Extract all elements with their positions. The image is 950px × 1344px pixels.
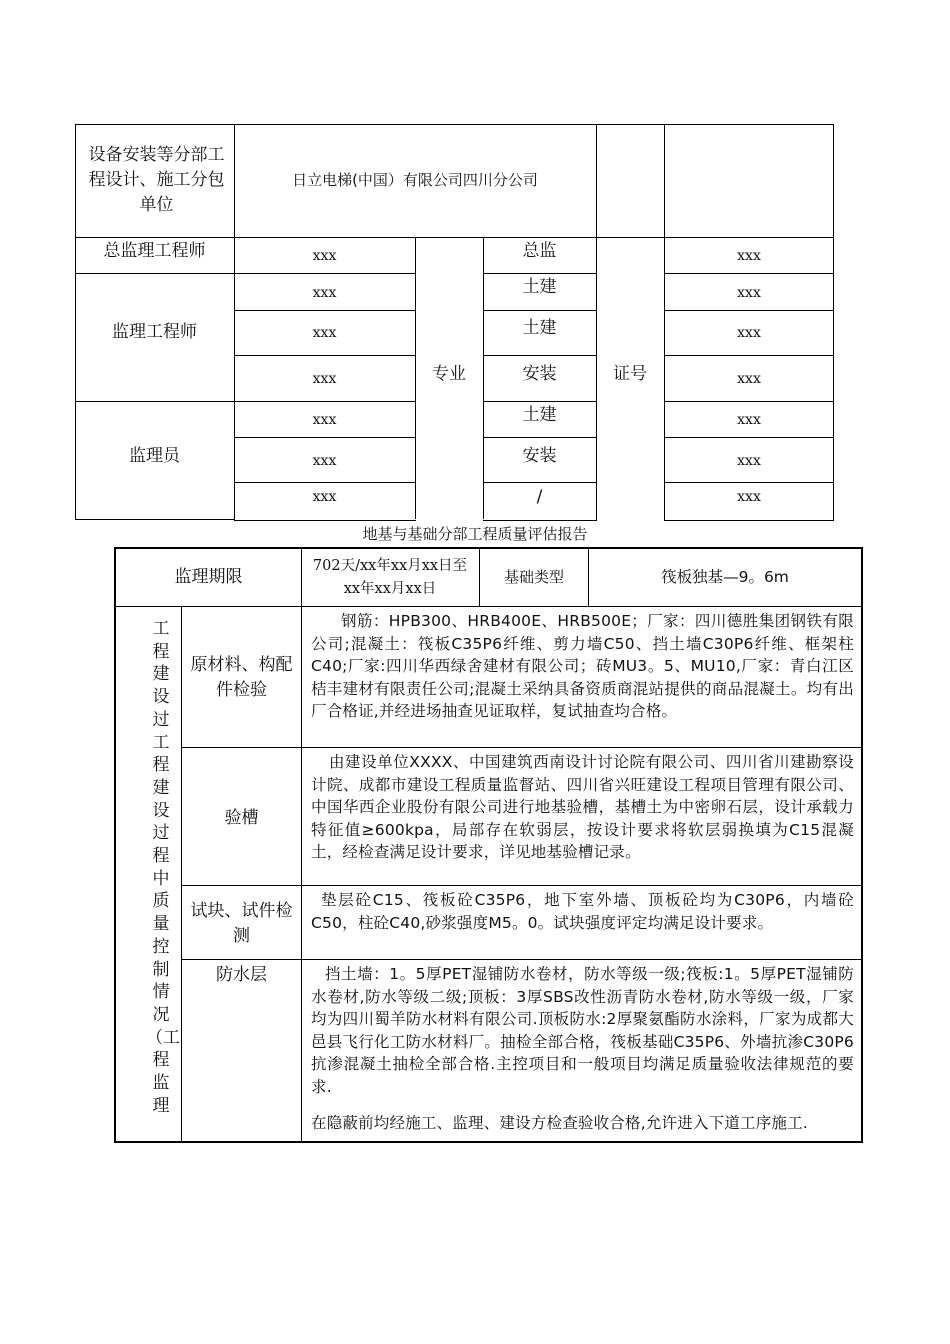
certificate-cell: xxx [737, 324, 761, 341]
specialty-cell: 安装 [522, 445, 557, 466]
name-cell: xxx [312, 247, 337, 264]
certificate-cell: xxx [737, 411, 761, 428]
design-unit-label: 设备安装等分部工程设计、施工分包单位 [88, 144, 225, 215]
name-cell: xxx [312, 452, 337, 469]
specialty-cell: 土建 [522, 276, 557, 297]
period-value: 702天/xx年xx月xx日至xx年xx月xx日 [312, 558, 468, 597]
supervising-engineer-label: 监理工程师 [112, 321, 197, 342]
chief-engineer-label: 总监理工程师 [103, 240, 206, 261]
specialty-cell: 安装 [522, 363, 557, 384]
trench-inspection-label: 验槽 [224, 807, 259, 828]
raw-materials-text: 钢筋：HPB300、HRB400E、HRB500E；厂家：四川德胜集团钢铁有限公司;混凝土：筏板C35P6纤维、剪力墙C50、挡土墙C30P6纤维、框架柱C40;厂家:四川华西绿舍建材有限公司；砖MU3。5、MU10,厂家：青白江区桔丰建材有限责任公司;混凝土采纳具备资质商混站提供的商品混凝土。均有出厂合格证,并经进场抽查见证取样，复试抽查均合格。 [311, 612, 854, 720]
certificate-cell: xxx [737, 284, 761, 301]
report-title: 地基与基础分部工程质量评估报告 [362, 524, 588, 543]
name-cell: xxx [312, 370, 337, 387]
certificate-cell: xxx [737, 452, 761, 469]
base-type-label: 基础类型 [503, 568, 564, 586]
waterproofing-note: 在隐蔽前均经施工、监理、建设方检查验收合格,允许进入下道工序施工. [311, 1114, 808, 1132]
supervisor-label: 监理员 [129, 445, 180, 466]
name-cell: xxx [312, 411, 337, 428]
name-cell: xxx [312, 324, 337, 341]
period-label: 监理期限 [174, 567, 243, 587]
specialty-label: 专业 [432, 363, 466, 384]
quality-control-side-label: 工程建设过工程建设过程中质量控制情况（工程监理 [146, 619, 180, 1116]
certificate-cell: xxx [737, 247, 761, 264]
name-cell: xxx [312, 488, 337, 505]
specimen-testing-label: 试块、试件检测 [190, 901, 293, 946]
certificate-cell: xxx [737, 370, 761, 387]
design-unit-value: 日立电梯(中国）有限公司四川分公司 [292, 171, 538, 189]
specialty-cell: 总监 [522, 240, 557, 261]
waterproofing-text: 挡土墙：1。5厚PET湿铺防水卷材，防水等级一级;筏板:1。5厚PET湿铺防水卷材,防水等级二级;顶板：3厚SBS改性沥青防水卷材,防水等级一级，厂家均为四川蜀羊防水材料有限公司.顶板防水:2厚聚氨酯防水涂料，厂家为成都大邑县飞行化工防水材料厂。抽检全部合格，筏板基础C35P6、外墙抗渗C30P6抗渗混凝土抽检全部合格.主控项目和一般项目均满足质量验收法律规范的要求. [311, 965, 854, 1096]
base-type-value: 筏板独基—9。6m [661, 568, 789, 586]
specimen-testing-text: 垫层砼C15、筏板砼C35P6，地下室外墙、顶板砼均为C30P6，内墙砼C50，柱砼C40,砂浆强度M5。0。试块强度评定均满足设计要求。 [311, 891, 854, 932]
certificate-label: 证号 [613, 363, 647, 384]
trench-inspection-text: 由建设单位XXXX、中国建筑西南设计讨论院有限公司、四川省川建勘察设计院、成都市建设工程质量监督站、四川省兴旺建设工程项目管理有限公司、中国华西企业股份有限公司进行地基验槽，基槽土为中密卵石层，设计承载力特征值≥600kpa，局部存在软弱层，按设计要求将软层弱换填为C15混凝土，经检查满足设计要求，详见地基验槽记录。 [311, 753, 854, 861]
specialty-cell: / [536, 486, 543, 507]
specialty-cell: 土建 [522, 404, 557, 425]
waterproofing-label: 防水层 [216, 964, 267, 985]
raw-materials-label: 原材料、构配件检验 [190, 655, 293, 700]
certificate-cell: xxx [737, 488, 761, 505]
specialty-cell: 土建 [522, 317, 557, 338]
name-cell: xxx [312, 284, 337, 301]
